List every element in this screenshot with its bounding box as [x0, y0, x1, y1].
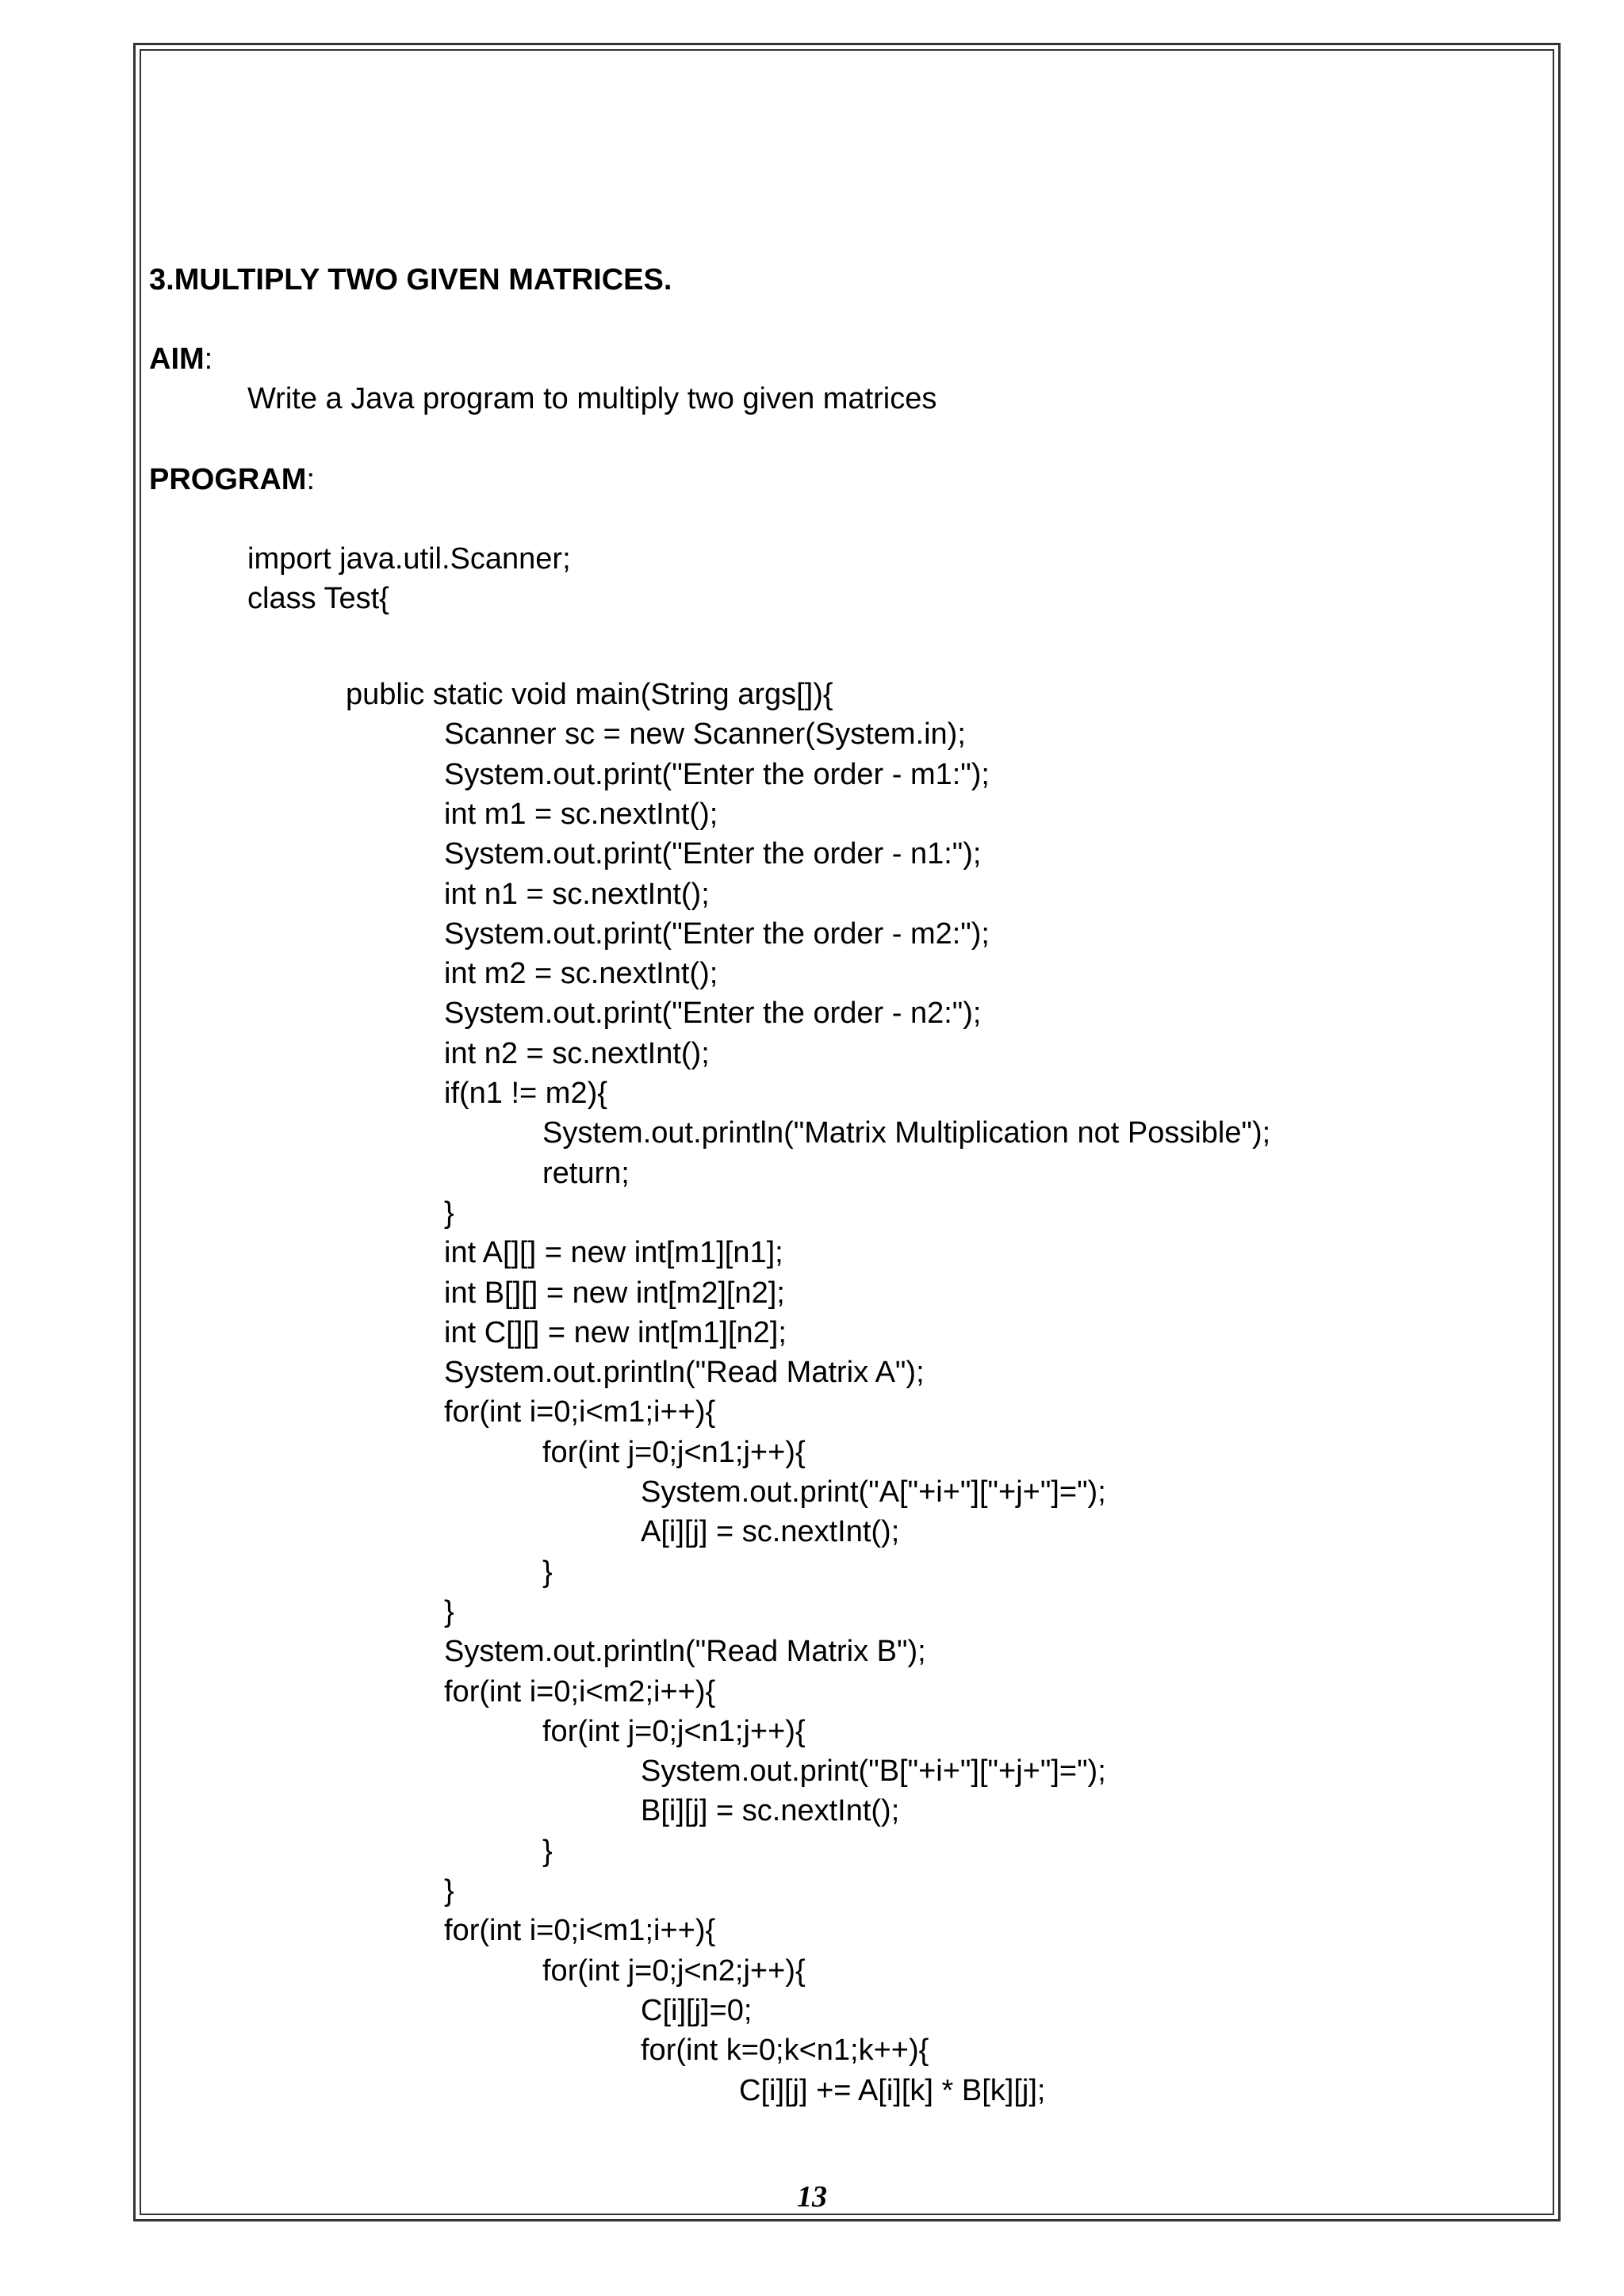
- aim-heading: [149, 341, 213, 377]
- code-line: class Test{: [247, 582, 389, 616]
- code-line: int n1 = sc.nextInt();: [444, 877, 710, 911]
- page-title: 3.MULTIPLY TWO GIVEN MATRICES.: [149, 263, 672, 297]
- code-line: }: [444, 1594, 454, 1628]
- code-line: for(int k=0;k<n1;k++){: [641, 2034, 929, 2068]
- code-line: System.out.print("Enter the order - m1:");: [444, 757, 990, 791]
- code-line: System.out.println("Read Matrix B");: [444, 1635, 926, 1669]
- code-line: System.out.println("Matrix Multiplication not Possible");: [542, 1116, 1271, 1150]
- code-line: C[i][j] += A[i][k] * B[k][j];: [739, 2073, 1046, 2107]
- code-line: System.out.println("Read Matrix A");: [444, 1356, 925, 1390]
- code-line: System.out.print("B["+i+"]["+j+"]=");: [641, 1755, 1106, 1789]
- code-line: return;: [542, 1156, 630, 1190]
- aim-text: Write a Java program to multiply two given matrices: [247, 382, 937, 415]
- program-heading: [149, 461, 315, 498]
- program-label: PROGRAM: [149, 463, 307, 496]
- code-line: }: [542, 1555, 553, 1589]
- code-line: int n2 = sc.nextInt();: [444, 1036, 710, 1070]
- code-line: for(int j=0;j<n1;j++){: [542, 1435, 806, 1469]
- code-line: int A[][] = new int[m1][n1];: [444, 1236, 783, 1270]
- code-line: B[i][j] = sc.nextInt();: [641, 1794, 900, 1828]
- aim-colon: :: [204, 342, 213, 376]
- code-line: int m2 = sc.nextInt();: [444, 957, 718, 991]
- code-line: public static void main(String args[]){: [346, 678, 833, 712]
- code-line: for(int j=0;j<n1;j++){: [542, 1714, 806, 1748]
- code-line: System.out.print("Enter the order - n1:");: [444, 837, 982, 871]
- code-line: for(int i=0;i<m2;i++){: [444, 1674, 716, 1709]
- code-line: for(int i=0;i<m1;i++){: [444, 1395, 716, 1429]
- program-colon: :: [306, 463, 316, 496]
- code-line: Scanner sc = new Scanner(System.in);: [444, 718, 966, 752]
- code-line: C[i][j]=0;: [641, 1993, 753, 2027]
- code-line: }: [444, 1874, 454, 1908]
- code-line: System.out.print("A["+i+"]["+j+"]=");: [641, 1475, 1106, 1510]
- code-line: A[i][j] = sc.nextInt();: [641, 1515, 900, 1549]
- code-line: int B[][] = new int[m2][n2];: [444, 1276, 785, 1310]
- code-line: int m1 = sc.nextInt();: [444, 797, 718, 831]
- code-line: if(n1 != m2){: [444, 1077, 607, 1111]
- code-line: int C[][] = new int[m1][n2];: [444, 1315, 787, 1349]
- code-line: }: [444, 1196, 454, 1230]
- aim-label: AIM: [149, 342, 205, 376]
- code-line: System.out.print("Enter the order - m2:");: [444, 916, 990, 951]
- code-line: }: [542, 1834, 553, 1868]
- page-number: 13: [797, 2180, 827, 2214]
- code-line: import java.util.Scanner;: [247, 542, 571, 576]
- code-line: System.out.print("Enter the order - n2:");: [444, 997, 982, 1031]
- code-line: for(int j=0;j<n2;j++){: [542, 1954, 806, 1988]
- code-line: for(int i=0;i<m1;i++){: [444, 1914, 716, 1948]
